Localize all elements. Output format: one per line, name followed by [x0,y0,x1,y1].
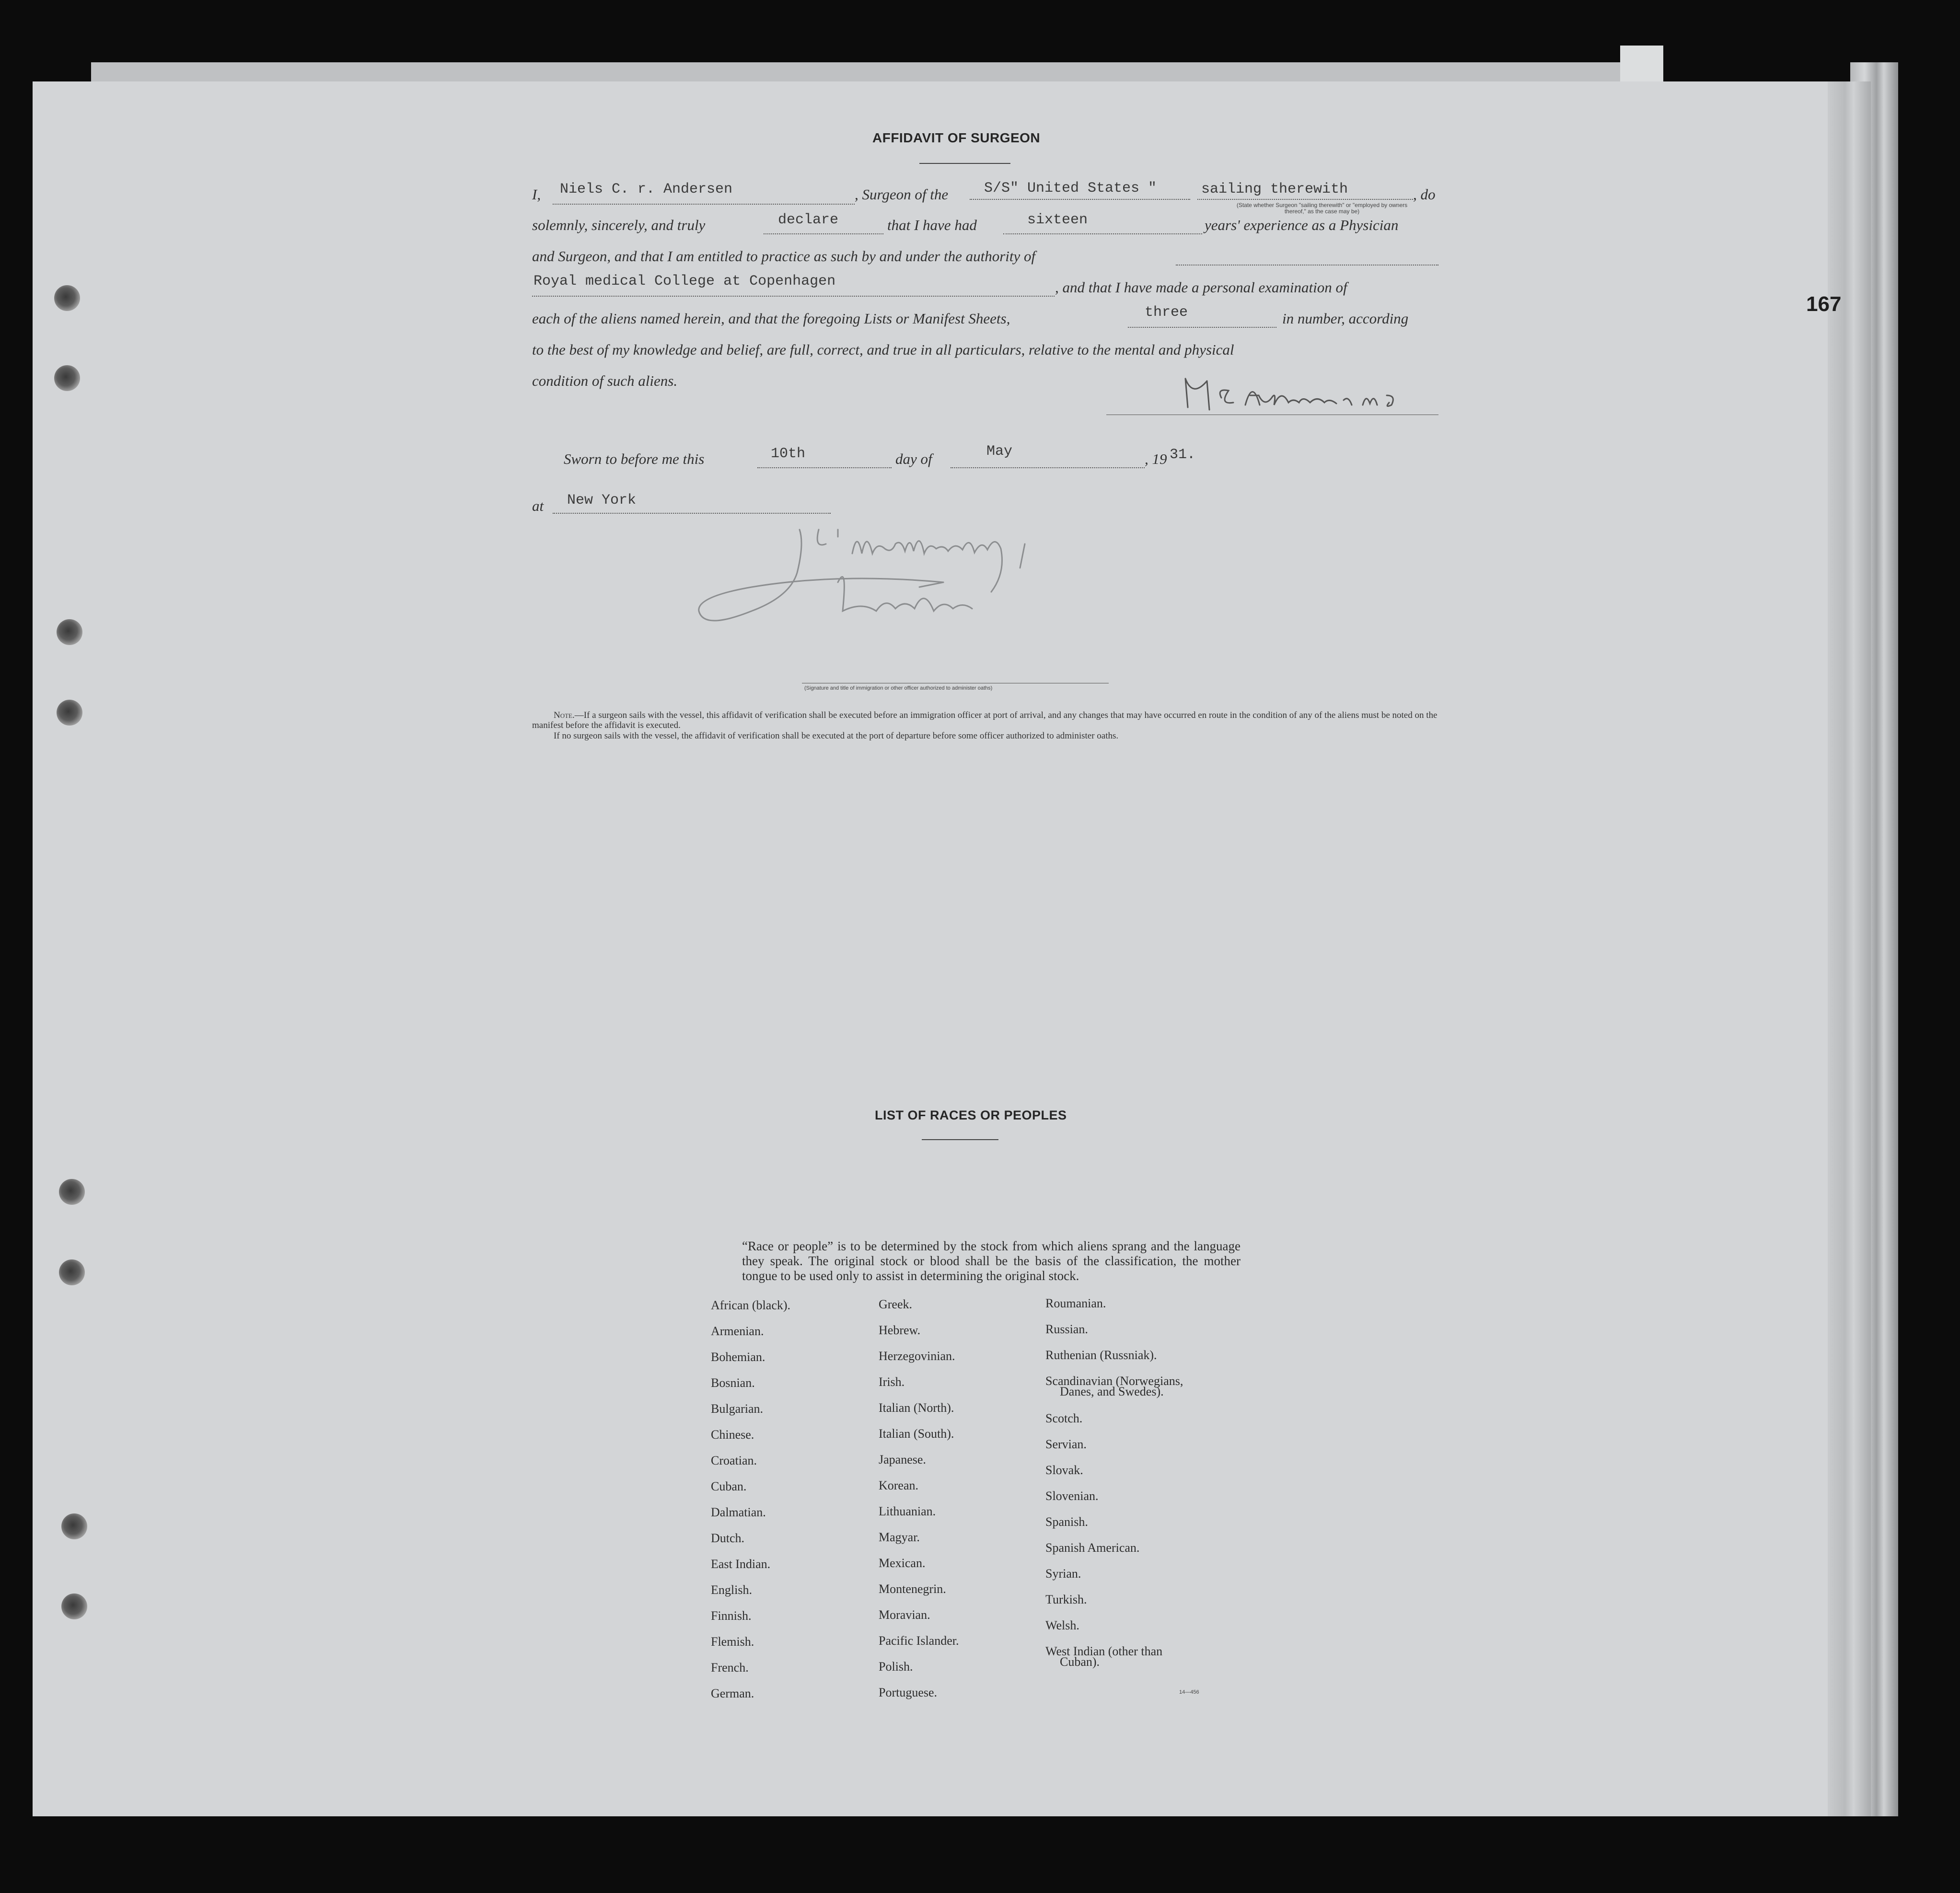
race-item: Syrian. [1045,1567,1081,1581]
race-item: Lithuanian. [879,1504,936,1518]
race-item: West Indian (other than [1045,1644,1163,1658]
line2-mid: that I have had [887,217,977,233]
race-item: Spanish American. [1045,1541,1140,1555]
authority-line [532,296,1055,297]
binder-hole [59,1259,85,1285]
officer-caption: (Signature and title of immigration or other officer authorized to administer oaths) [804,685,993,691]
affidavit-title: AFFIDAVIT OF SURGEON [872,130,1041,145]
capacity-line [1197,199,1413,200]
line6: to the best of my knowledge and belief, are full, correct, and true in all particulars, relative to the mental and physical [532,341,1234,358]
races-intro: “Race or people” is to be determined by the stock from which aliens sprang and the language they speak. The original stock or blood shall be the basis of the classification, the mother tongue to be used only to assist in determining the original stock. [742,1239,1241,1283]
binder-hole [59,1179,85,1205]
race-item: Croatian. [711,1454,757,1467]
surgeon-name: Niels C. r. Andersen [560,181,733,197]
sworn-year: 31. [1170,447,1196,463]
vessel-line [970,199,1190,200]
place-line [553,513,831,514]
line4-post: , and that I have made a personal examination of [1055,279,1347,296]
race-item: Cuban. [711,1479,747,1493]
month-line [951,467,1145,468]
vessel-name: S/S" United States " [984,180,1157,196]
capacity-note: (State whether Surgeon "sailing therewith" or "employed by owners thereof," as the case may be) [1236,202,1408,215]
binder-hole [57,619,82,645]
note-text-1: —If a surgeon sails with the vessel, this affidavit of verification shall be executed before an immigration officer at port of arrival, and any changes that may have occurred en route in the condition of any of the aliens must be noted on the manifest before the affidavit is executed. [532,710,1438,730]
line2-pre: solemnly, sincerely, and truly [532,217,706,233]
declare-verb: declare [778,212,839,228]
race-item: Danes, and Swedes). [1060,1385,1164,1398]
line1-mid: , Surgeon of the [855,186,949,203]
binder-hole [54,285,80,311]
sworn-mid: day of [895,450,932,467]
race-item: Montenegrin. [879,1582,946,1596]
sworn-place: New York [567,492,637,508]
races-title-underline [922,1139,998,1140]
race-item: Mexican. [879,1556,926,1570]
licensing-authority: Royal medical College at Copenhagen [533,273,836,289]
page-number: 167 [1806,292,1842,316]
note-label: Note. [554,710,575,720]
line2-post: years' experience as a Physician [1205,217,1399,233]
affidavit-note-2: If no surgeon sails with the vessel, the affidavit of verification shall be executed at the port of departure before some officer authorized to administer oaths. [554,731,1119,741]
race-item: Finnish. [711,1609,752,1623]
binder-hole [61,1513,87,1539]
line5-pre: each of the aliens named herein, and that the foregoing Lists or Manifest Sheets, [532,310,1010,327]
race-item: Spanish. [1045,1515,1088,1529]
officer-signature [694,515,1149,688]
race-item: Bulgarian. [711,1402,764,1416]
race-item: Welsh. [1045,1618,1079,1632]
affidavit-note-1 [532,710,1440,730]
line5-post: in number, according [1282,310,1409,327]
race-item: Roumanian. [1045,1296,1106,1310]
line3: and Surgeon, and that I am entitled to practice as such by and under the authority of [532,248,1036,265]
race-item: Pacific Islander. [879,1634,959,1648]
page-edge-shadow [1828,81,1871,1816]
sworn-month: May [986,443,1013,460]
count-line [1128,327,1276,328]
race-item: Bosnian. [711,1376,755,1390]
race-item: Scandinavian (Norwegians, [1045,1374,1183,1388]
years-experience: sixteen [1027,212,1088,228]
binder-hole [54,365,80,391]
form-code: 14—456 [1179,1689,1199,1695]
race-item: Korean. [879,1478,919,1492]
race-item: Scotch. [1045,1411,1083,1425]
race-item: East Indian. [711,1557,771,1571]
race-item: English. [711,1583,752,1597]
race-item: Dalmatian. [711,1505,766,1519]
line7: condition of such aliens. [532,372,678,389]
race-item: Slovak. [1045,1463,1083,1477]
races-title: LIST OF RACES OR PEOPLES [875,1108,1067,1122]
sworn-year-prefix: , 19 [1145,450,1167,467]
race-item: Hebrew. [879,1323,921,1337]
race-item: Italian (South). [879,1427,954,1441]
race-item: Polish. [879,1660,913,1674]
sworn-day: 10th [771,446,806,462]
page-stack-edge [1620,46,1663,84]
race-item: Flemish. [711,1635,754,1649]
sworn-pre: Sworn to before me this [564,450,705,467]
at-pre: at [532,497,544,514]
race-item: French. [711,1661,749,1674]
binder-hole [61,1593,87,1619]
race-item: Moravian. [879,1608,930,1622]
race-item: German. [711,1686,754,1700]
race-item: Slovenian. [1045,1489,1099,1503]
years-line [1003,233,1202,234]
race-item: Dutch. [711,1531,745,1545]
name-line [553,204,855,205]
line1-post: , do [1413,186,1436,203]
document-page [33,81,1871,1816]
race-item: Italian (North). [879,1401,954,1415]
race-item: Russian. [1045,1322,1088,1336]
race-item: Armenian. [711,1324,764,1338]
race-item: Portuguese. [879,1685,938,1699]
race-item: Turkish. [1045,1593,1087,1606]
race-item: Servian. [1045,1437,1087,1451]
surgeon-capacity: sailing therewith [1201,181,1348,197]
line1-pre: I, [532,186,541,203]
title-underline [919,163,1010,164]
surgeon-signature [1173,369,1403,422]
manifest-sheet-count: three [1145,304,1188,321]
race-item: Magyar. [879,1530,920,1544]
race-item: Bohemian. [711,1350,765,1364]
day-line [757,467,892,468]
race-item: Ruthenian (Russniak). [1045,1348,1157,1362]
race-item: Cuban). [1060,1655,1100,1669]
race-item: Herzegovinian. [879,1349,955,1363]
race-item: Greek. [879,1297,913,1311]
binder-hole [57,700,82,726]
race-item: Irish. [879,1375,905,1389]
verb-line [764,233,883,234]
race-item: Japanese. [879,1453,926,1466]
race-item: Chinese. [711,1428,754,1442]
race-item: African (black). [711,1298,791,1312]
